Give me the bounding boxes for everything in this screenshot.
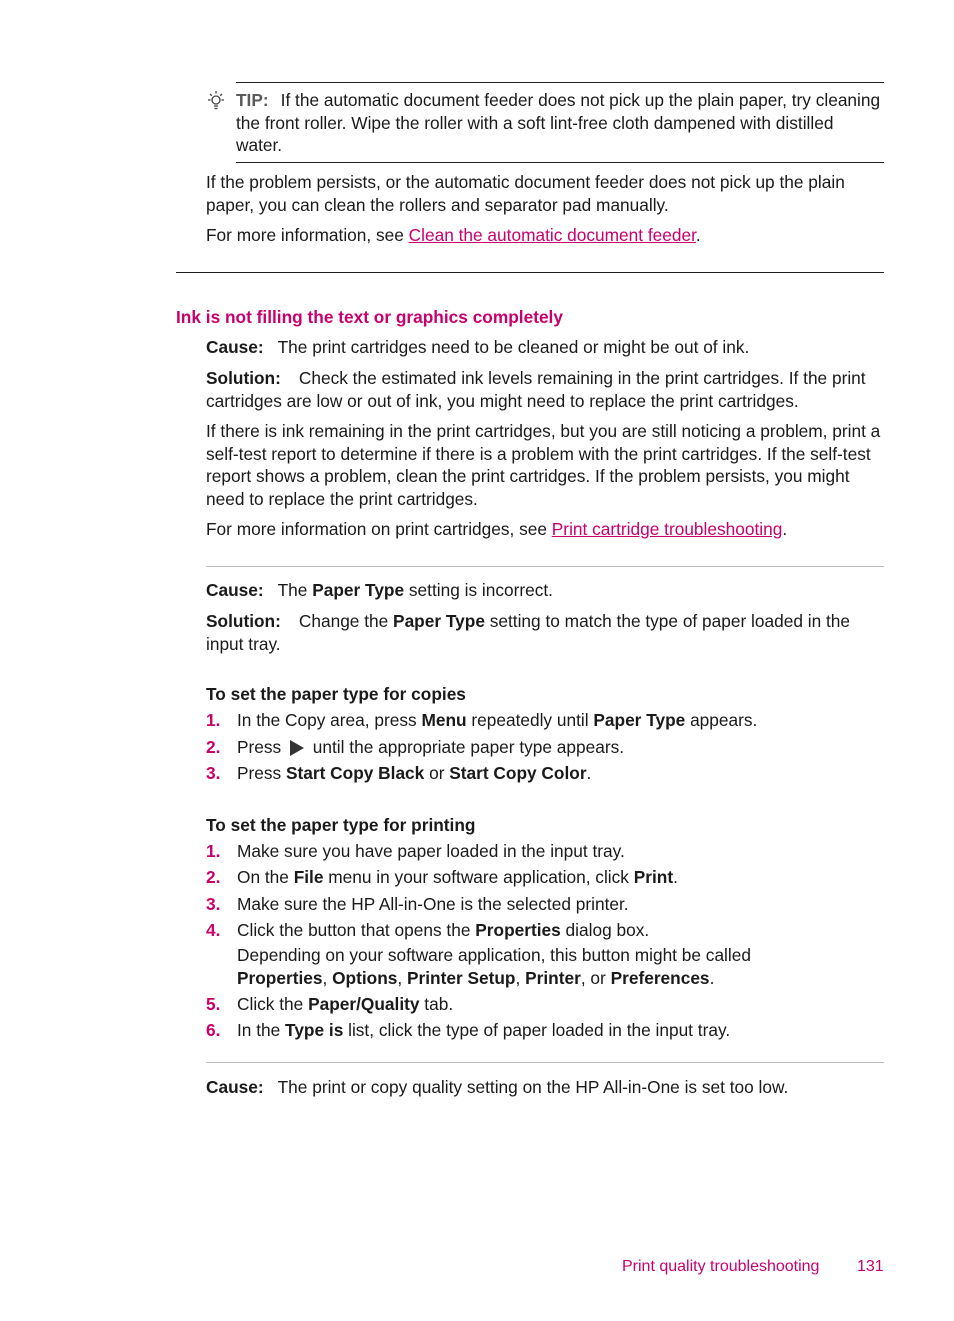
tip-text bbox=[236, 89, 884, 157]
lightbulb-icon bbox=[205, 90, 227, 112]
note-item: Preferences bbox=[610, 967, 710, 988]
ink-more-info-prefix: For more information on print cartridges, see bbox=[206, 519, 552, 539]
section-heading-ink: Ink is not filling the text or graphics completely bbox=[176, 307, 563, 327]
right-arrow-icon bbox=[290, 740, 304, 756]
quality-cause bbox=[206, 1076, 886, 1099]
step-number: 3. bbox=[206, 763, 221, 783]
solution-text: Check the estimated ink levels remaining in the print cartridges. If the print cartridges are low or out of ink, you might need to replace the print cartridges. bbox=[206, 368, 866, 411]
tip-label: TIP: bbox=[236, 90, 269, 110]
solution-label: Solution: bbox=[206, 611, 281, 631]
cause-label: Cause: bbox=[206, 1077, 264, 1097]
cause-divider-2 bbox=[206, 1062, 884, 1063]
step-number: 4. bbox=[206, 920, 221, 940]
print-cartridge-troubleshooting-link[interactable]: Print cartridge troubleshooting bbox=[551, 519, 783, 539]
tip-top-rule bbox=[236, 82, 884, 83]
more-info-suffix: . bbox=[695, 225, 701, 245]
cause-label: Cause: bbox=[206, 580, 264, 600]
ink-more-info-suffix: . bbox=[782, 519, 788, 539]
tip-bottom-rule bbox=[236, 162, 884, 163]
more-info-prefix: For more information, see bbox=[206, 225, 409, 245]
more-info-paragraph bbox=[206, 224, 886, 247]
footer-section-title: Print quality troubleshooting bbox=[622, 1258, 820, 1275]
step-text: Click the button that opens the Properties dialog box. bbox=[237, 920, 650, 940]
step-number: 3. bbox=[206, 894, 221, 914]
step-text: Make sure the HP All-in-One is the selected printer. bbox=[237, 894, 629, 914]
note-pre: Depending on your software application, this button might be called bbox=[237, 945, 751, 965]
cause-text: The print cartridges need to be cleaned or might be out of ink. bbox=[277, 337, 750, 357]
cause-text-post: setting is incorrect. bbox=[404, 580, 553, 600]
page-number: 131 bbox=[857, 1258, 884, 1275]
cause-divider-1 bbox=[206, 566, 884, 567]
note-item: Properties bbox=[237, 967, 323, 988]
solution-text-pre: Change the bbox=[298, 611, 394, 631]
persist-paragraph: If the problem persists, or the automatic document feeder does not pick up the plain paper, you can clean the rollers and separator pad manually. bbox=[206, 172, 845, 215]
copies-heading: To set the paper type for copies bbox=[206, 684, 466, 704]
step-number: 2. bbox=[206, 737, 221, 757]
step-number: 6. bbox=[206, 1020, 221, 1040]
solution-text-post: setting to match the type of paper loaded in the input tray. bbox=[206, 611, 851, 654]
printing-heading: To set the paper type for printing bbox=[206, 815, 476, 835]
step-text: Press until the appropriate paper type appears. bbox=[237, 737, 625, 757]
step-text: In the Type is list, click the type of paper loaded in the input tray. bbox=[237, 1020, 731, 1040]
cause-label: Cause: bbox=[206, 337, 264, 357]
paper-solution bbox=[206, 610, 886, 655]
step-number: 1. bbox=[206, 841, 221, 861]
cause-text: The print or copy quality setting on the HP All-in-One is set too low. bbox=[277, 1077, 789, 1097]
step-text: Press Start Copy Black or Start Copy Color. bbox=[237, 763, 592, 783]
note-item: Options bbox=[332, 967, 398, 988]
note-item: Printer Setup bbox=[406, 967, 516, 988]
solution-label: Solution: bbox=[206, 368, 281, 388]
ink-paragraph-2: If there is ink remaining in the print cartridges, but you are still noticing a problem, print a self-test report to determine if there is a problem with the print cartridges. If the self-test report shows a problem, clean the print cartridges. If the problem persists, you might need to replace the print cartridges. bbox=[206, 421, 881, 509]
ink-cause bbox=[206, 336, 886, 359]
step-text: On the File menu in your software application, click Print. bbox=[237, 867, 678, 887]
ink-more-info bbox=[206, 518, 886, 541]
step-number: 5. bbox=[206, 994, 221, 1014]
step-text: Make sure you have paper loaded in the input tray. bbox=[237, 841, 625, 861]
cause-text-bold: Paper Type bbox=[312, 580, 405, 600]
note-item: Printer bbox=[525, 967, 581, 988]
step-number: 1. bbox=[206, 710, 221, 730]
paper-cause bbox=[206, 579, 886, 602]
step-text: Click the Paper/Quality tab. bbox=[237, 994, 454, 1014]
solution-text-bold: Paper Type bbox=[393, 611, 485, 631]
clean-adf-link[interactable]: Clean the automatic document feeder bbox=[408, 225, 696, 245]
ink-solution bbox=[206, 367, 886, 412]
step-text: In the Copy area, press Menu repeatedly until Paper Type appears. bbox=[237, 710, 758, 730]
tip-body: If the automatic document feeder does not pick up the plain paper, try cleaning the front roller. Wipe the roller with a soft lint-free cloth dampened with distilled water. bbox=[236, 90, 881, 155]
step-number: 2. bbox=[206, 867, 221, 887]
section-divider bbox=[176, 272, 884, 273]
step-4-note: Depending on your software application, this button might be called Properties, Options, Printer Setup, Printer, or Preferences. bbox=[237, 945, 751, 988]
cause-text-pre: The bbox=[277, 580, 313, 600]
